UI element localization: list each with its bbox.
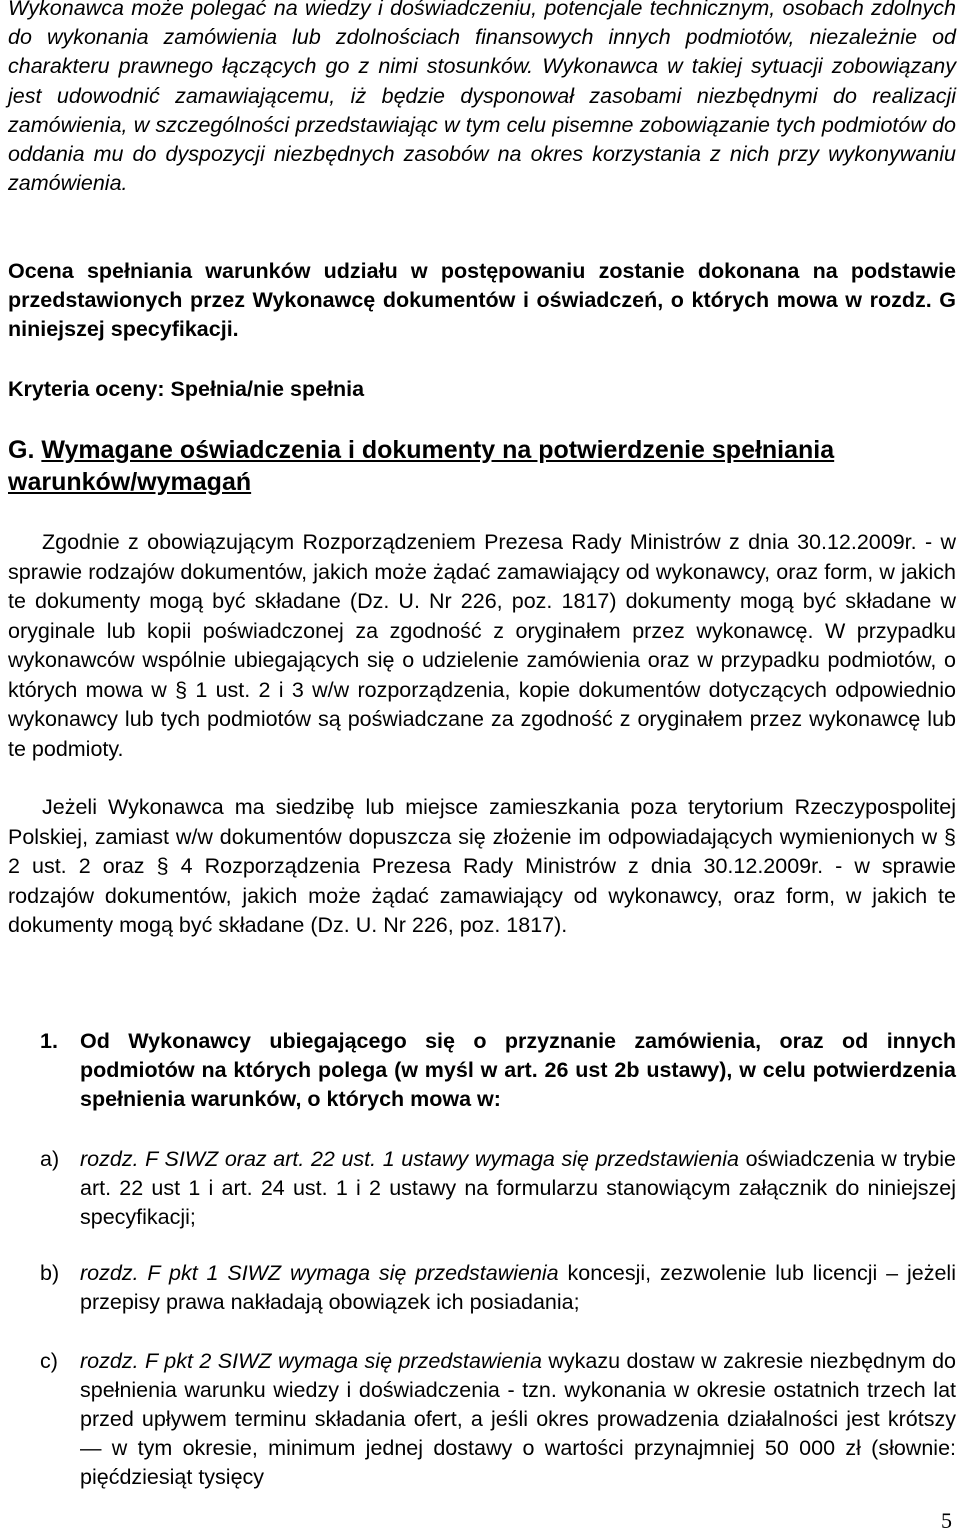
intro-paragraph: Wykonawca może polegać na wiedzy i doświadczeniu, potencjale technicznym, osobach zdolnych do wykonania zamówienia lub zdolnościach finansowych innych podmiotów, niezależnie od charakteru prawnego łączących go z nimi stosunków. Wykonawca w takiej sytuacji zobowiązany jest udowodnić zamawiającemu, iż będzie dysponował zasobami niezbędnymi do realizacji zamówienia, w szczególności przedstawiając w tym celu pisemne zobowiązanie tych podmiotów do oddania mu do dyspozycji niezbędnych zasobów na okres korzystania z nich przy wykonywaniu zamówienia. — [8, 0, 956, 196]
list-item-text: oświadczenia w trybie art. 22 ust 1 i art. 24 ust. 1 i 2 ustawy na formularzu stanowiącym załącznik do niniejszej specyfikacji; — [80, 1147, 956, 1229]
list-item-marker: a) — [40, 1147, 60, 1171]
foreign-contractor-paragraph: Jeżeli Wykonawca ma siedzibę lub miejsce zamieszkania poza terytorium Rzeczypospolitej Polskiej, zamiast w/w dokumentów dopuszcza się złożenie im odpowiadających wymienionych w § 2 ust. 2 oraz § 4 Rozporządzenia Prezesa Rady Ministrów z dnia 30.12.2009r. - w sprawie rodzajów dokumentów, jakich może żądać zamawiający od wykonawcy, oraz form, w jakich te dokumenty mogą być składane (Dz. U. Nr 226, poz. 1817). — [8, 795, 956, 937]
list-item-text: wykazu dostaw w zakresie niezbędnym do spełnienia warunku wiedzy i doświadczenia - tzn. wykonania w okresie ostatnich trzech lat przed upływem terminu składania ofert, a jeśli okres prowadzenia działalności jest krótszy — w tym okresie, minimum jednej dostawy o wartości przynajmniej 50 000 zł (słownie: pięćdziesiąt tysięcy — [80, 1349, 956, 1489]
list-item-lead: rozdz. F pkt 1 SIWZ wymaga się przedstawienia — [80, 1261, 559, 1285]
list-item-marker: b) — [40, 1261, 60, 1285]
list-item-marker: c) — [40, 1349, 58, 1373]
numbered-item-marker: 1. — [40, 1029, 58, 1053]
section-heading — [8, 434, 956, 498]
numbered-item — [40, 1027, 956, 1114]
list-item-lead: rozdz. F pkt 2 SIWZ wymaga się przedstawienia — [80, 1349, 542, 1373]
criteria-line: Kryteria oceny: Spełnia/nie spełnia — [8, 377, 365, 401]
regulation-paragraph: Zgodnie z obowiązującym Rozporządzeniem Prezesa Rady Ministrów z dnia 30.12.2009r. - w sprawie rodzajów dokumentów, jakich może żądać zamawiający od wykonawcy, oraz form, w jakich te dokumenty mogą być składane (Dz. U. Nr 226, poz. 1817) dokumenty mogą być składane w oryginale lub kopii poświadczonej za zgodność z oryginałem przez wykonawcę. W przypadku wykonawców wspólnie ubiegających się o udzielenie zamówienia oraz w przypadku podmiotów, o których mowa w § 1 ust. 2 i 3 w/w rozporządzenia, kopie dokumentów dotyczących odpowiednio wykonawcy lub tych podmiotów są poświadczane za zgodność z oryginałem przez wykonawcę lub te podmioty. — [8, 530, 956, 761]
section-letter: G. — [8, 436, 35, 464]
page-number: 5 — [941, 1508, 952, 1533]
list-item-a — [40, 1145, 956, 1232]
numbered-item-text: Od Wykonawcy ubiegającego się o przyznanie zamówienia, oraz od innych podmiotów na których polega (w myśl w art. 26 ust 2b ustawy), w celu potwierdzenia spełnienia warunków, o których mowa w: — [80, 1029, 956, 1111]
list-item-b — [40, 1259, 956, 1317]
assessment-paragraph: Ocena spełniania warunków udziału w postępowaniu zostanie dokonana na podstawie przedstawionych przez Wykonawcę dokumentów i oświadczeń, o których mowa w rozdz. G niniejszej specyfikacji. — [8, 259, 956, 342]
list-item-text: koncesji, zezwolenie lub licencji – jeżeli przepisy prawa nakładają obowiązek ich posiadania; — [80, 1261, 956, 1314]
section-title: Wymagane oświadczenia i dokumenty na potwierdzenie spełniania warunków/wymagań — [8, 436, 835, 496]
list-item-lead: rozdz. F SIWZ oraz art. 22 ust. 1 ustawy wymaga się przedstawienia — [80, 1147, 739, 1171]
list-item-c — [40, 1347, 956, 1492]
